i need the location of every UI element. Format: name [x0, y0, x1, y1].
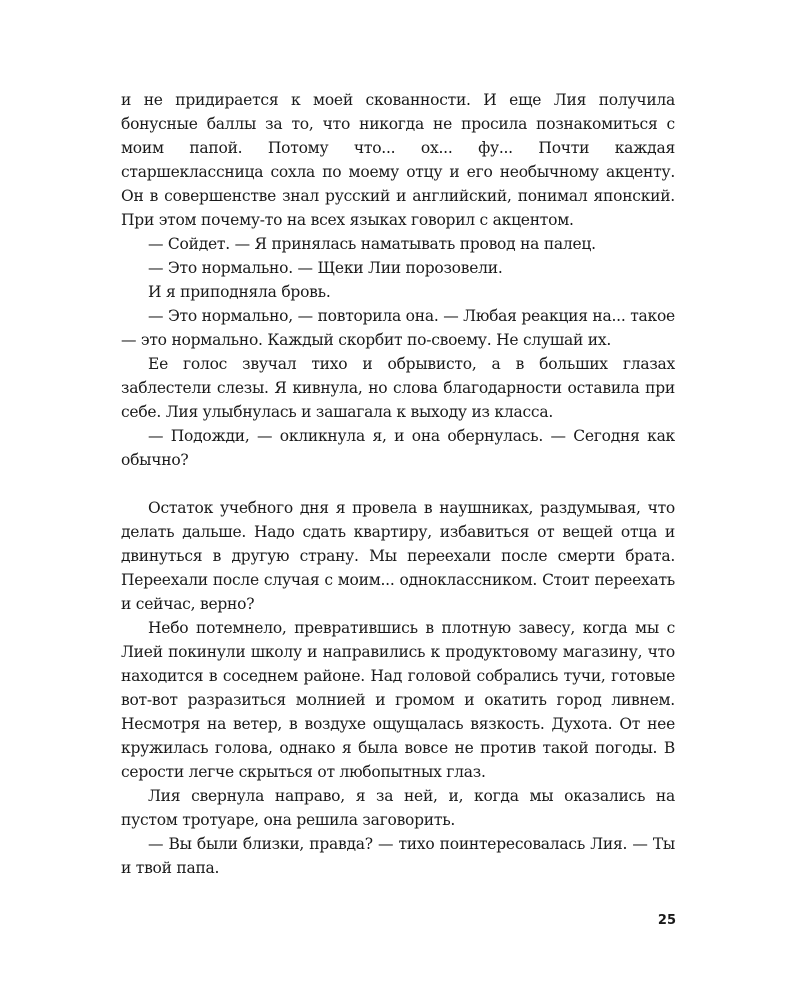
paragraph: — Это нормально, — повторила она. — Любая реакция на... такое — это нормально. Каждый скорбит по-своему. Не слушай их. [121, 307, 675, 349]
section-break [121, 472, 675, 496]
paragraph: Лия свернула направо, я за ней, и, когда мы оказались на пустом тротуаре, она решила заговорить. [121, 787, 675, 829]
paragraph: — Это нормально. — Щеки Лии порозовели. [148, 259, 503, 277]
paragraph: И я приподняла бровь. [148, 283, 331, 301]
paragraph: Небо потемнело, превратившись в плотную завесу, когда мы с Лией покинули школу и направились к продуктовому магазину, что находится в соседнем районе. Над головой собрались тучи, готовые вот-вот разразиться молнией и громом и окатить город ливнем. Несмотря на ветер, в воздухе ощущалась вязкость. Духота. От нее кружилась голова, однако я была вовсе не против такой погоды. В серости легче скрыться от любопытных глаз. [121, 619, 675, 781]
body-text [121, 88, 675, 880]
paragraph: — Подожди, — окликнула я, и она обернулась. — Сегодня как обычно? [121, 427, 675, 469]
paragraph: и не придирается к моей скованности. И еще Лия получила бонусные баллы за то, что никогда не просила познакомиться с моим папой. Потому что... ох... фу... Почти каждая старшеклассница сохла по моему отцу и его необычному акценту. Он в совершенстве знал русский и английский, понимал японский. При этом почему-то на всех языках говорил с акцентом. [121, 91, 675, 229]
paragraph: — Вы были близки, правда? — тихо поинтересовалась Лия. — Ты и твой папа. [121, 835, 675, 877]
paragraph: Остаток учебного дня я провела в наушниках, раздумывая, что делать дальше. Надо сдать квартиру, избавиться от вещей отца и двинуться в другую страну. Мы переехали после смерти брата. Переехали после случая с моим... одноклассником. Стоит переехать и сейчас, верно? [121, 499, 675, 613]
paragraph: Ее голос звучал тихо и обрывисто, а в больших глазах заблестели слезы. Я кивнула, но слова благодарности оставила при себе. Лия улыбнулась и зашагала к выходу из класса. [121, 355, 675, 421]
page-number: 25 [657, 913, 676, 928]
paragraph: — Сойдет. — Я принялась наматывать провод на палец. [148, 235, 596, 253]
